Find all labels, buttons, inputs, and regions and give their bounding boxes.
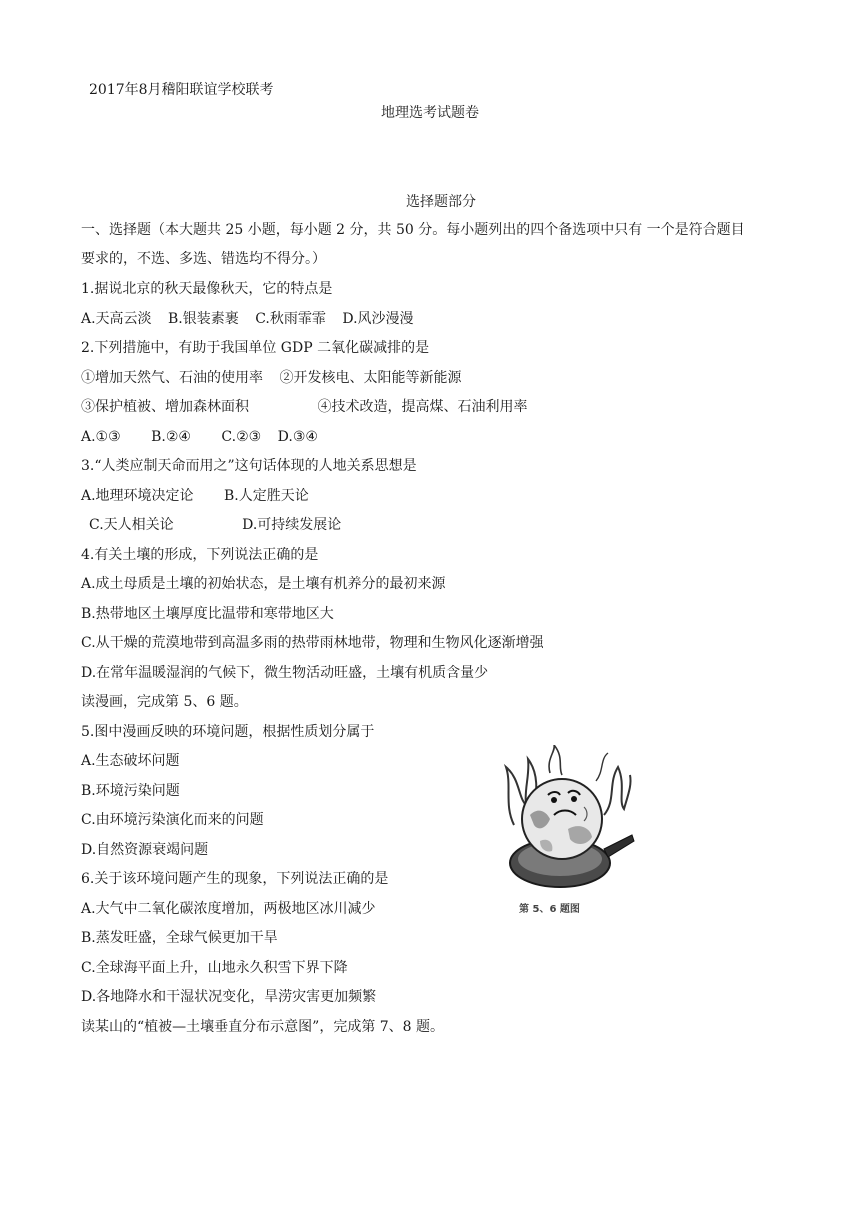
q6-option-b: B.蒸发旺盛，全球气候更加干旱 xyxy=(81,930,278,946)
q4-option-b: B.热带地区土壤厚度比温带和寒带地区大 xyxy=(81,606,334,622)
q2-option-b: B.②④ xyxy=(151,429,191,445)
earth-in-frying-pan-cartoon xyxy=(500,745,635,920)
q3-option-a: A.地理环境决定论 xyxy=(81,488,194,504)
q2-option-a: A.①③ xyxy=(81,429,121,445)
question-3-options-row-1 xyxy=(81,487,309,505)
q2-item-1: ①增加天然气、石油的使用率 xyxy=(81,370,263,386)
question-2-options xyxy=(81,428,318,446)
question-2-stem: 2.下列措施中，有助于我国单位 GDP 二氧化碳减排的是 xyxy=(81,340,430,356)
q6-option-a: A.大气中二氧化碳浓度增加，两极地区冰川减少 xyxy=(81,901,376,917)
q1-option-a: A.天高云淡 xyxy=(81,311,152,327)
q3-option-c: C.天人相关论 xyxy=(89,517,174,533)
section-title: 选择题部分 xyxy=(406,194,476,210)
q4-option-c: C.从干燥的荒漠地带到高温多雨的热带雨林地带，物理和生物风化逐渐增强 xyxy=(81,635,544,651)
q5-option-a: A.生态破坏问题 xyxy=(81,753,180,769)
flame-right-icon xyxy=(604,767,631,815)
q1-option-c: C.秋雨霏霏 xyxy=(255,311,326,327)
section-instructions-line-2: 要求的，不选、多选、错选均不得分。） xyxy=(81,251,326,267)
question-2-items-row-2 xyxy=(81,398,527,416)
question-2-items-row-1 xyxy=(81,369,461,387)
q3-option-b: B.人定胜天论 xyxy=(224,488,309,504)
lead-in-questions-7-8: 读某山的“植被—土壤垂直分布示意图”，完成第 7、8 题。 xyxy=(81,1019,445,1035)
q5-option-c: C.由环境污染演化而来的问题 xyxy=(81,812,264,828)
pan-handle xyxy=(604,835,634,857)
q2-option-d: D.③④ xyxy=(277,429,318,445)
figure-caption: 第 5、6 题图 xyxy=(519,904,580,915)
q1-option-d: D.风沙漫漫 xyxy=(342,311,414,327)
q4-option-d: D.在常年温暖湿润的气候下，微生物活动旺盛，土壤有机质含量少 xyxy=(81,665,489,681)
question-1-stem: 1.据说北京的秋天最像秋天，它的特点是 xyxy=(81,281,333,297)
q2-item-4: ④技术改造，提高煤、石油利用率 xyxy=(317,399,528,415)
exam-header-info: 2017年8月稽阳联谊学校联考 xyxy=(89,82,274,98)
lead-in-questions-5-6: 读漫画，完成第 5、6 题。 xyxy=(81,694,248,710)
q2-item-2: ②开发核电、太阳能等新能源 xyxy=(279,370,462,386)
question-4-stem: 4.有关土壤的形成，下列说法正确的是 xyxy=(81,547,319,563)
q2-item-3: ③保护植被、增加森林面积 xyxy=(81,399,249,415)
question-3-stem: 3.“人类应制天命而用之”这句话体现的人地关系思想是 xyxy=(81,458,417,474)
question-6-stem: 6.关于该环境问题产生的现象，下列说法正确的是 xyxy=(81,871,389,887)
q6-option-c: C.全球海平面上升，山地永久积雪下界下降 xyxy=(81,960,348,976)
q5-option-b: B.环境污染问题 xyxy=(81,783,180,799)
question-1-options xyxy=(81,310,414,328)
q2-option-c: C.②③ xyxy=(221,429,262,445)
q1-option-b: B.银装素裹 xyxy=(168,311,239,327)
q4-option-a: A.成土母质是土壤的初始状态，是土壤有机养分的最初来源 xyxy=(81,576,446,592)
question-3-options-row-2 xyxy=(89,516,341,534)
exam-title: 地理选考试题卷 xyxy=(381,105,479,121)
q6-option-d: D.各地降水和干湿状况变化，旱涝灾害更加频繁 xyxy=(81,989,377,1005)
q3-option-d: D.可持续发展论 xyxy=(242,517,342,533)
section-instructions-line-1: 一、选择题（本大题共 25 小题，每小题 2 分，共 50 分。每小题列出的四个备选项中只有 一个是符合题目 xyxy=(81,222,745,238)
q5-option-d: D.自然资源衰竭问题 xyxy=(81,842,209,858)
question-5-stem: 5.图中漫画反映的环境问题，根据性质划分属于 xyxy=(81,724,375,740)
